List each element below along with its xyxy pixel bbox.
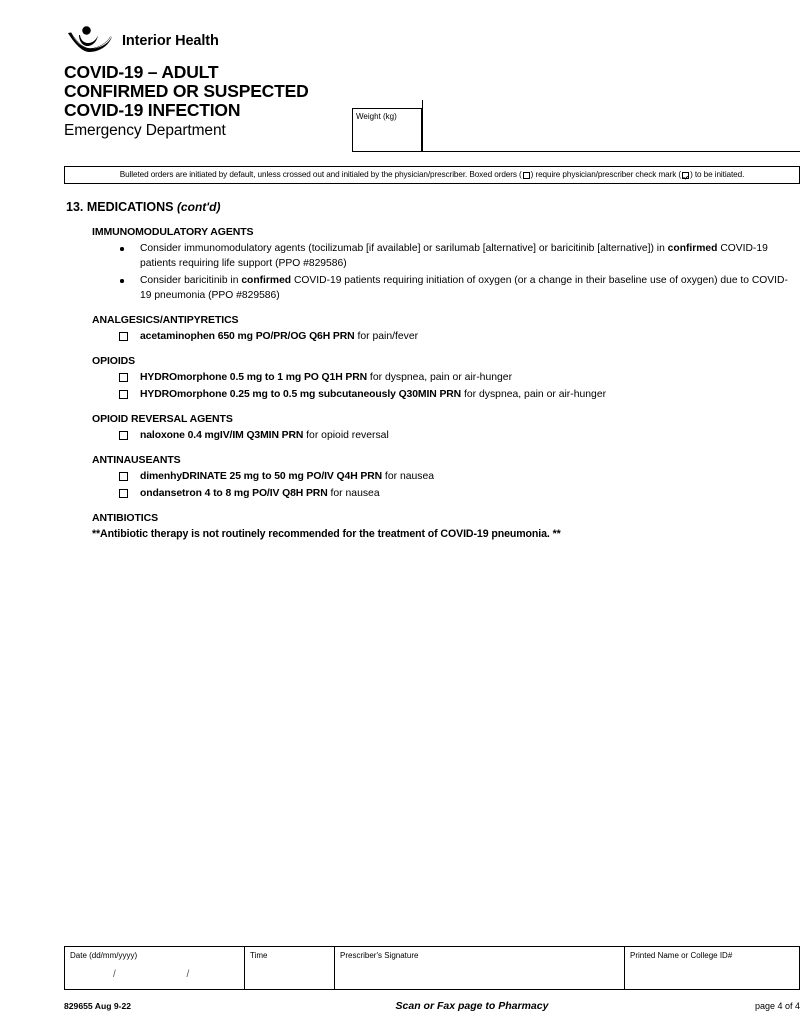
bullet-dot-icon — [120, 279, 124, 283]
instruction-part-1: Bulleted orders are initiated by default, unless crossed out and initialed by the physician/prescriber. Boxed orders ( — [119, 170, 522, 179]
medication-indication-text: for nausea — [327, 488, 380, 499]
medication-order-text: ondansetron 4 to 8 mg PO/IV Q8H PRN — [140, 488, 328, 499]
medication-group — [92, 314, 792, 344]
medication-group — [92, 226, 792, 303]
organization-branding — [64, 24, 800, 58]
bulleted-order-item — [92, 242, 792, 271]
antibiotic-advisory-note: **Antibiotic therapy is not routinely recommended for the treatment of COVID-19 pneumonia. ** — [92, 528, 561, 540]
date-field-label: Date (dd/mm/yyyy) — [70, 951, 138, 960]
form-title-line-3: COVID-19 INFECTION — [64, 100, 241, 120]
section-continued-marker: (cont'd) — [176, 200, 221, 214]
medication-group — [92, 454, 792, 501]
group-spacer — [92, 402, 792, 413]
medication-group — [92, 413, 792, 443]
medication-group-title: ANTIBIOTICS — [92, 512, 158, 524]
time-field-label: Time — [250, 951, 268, 960]
order-checkbox[interactable] — [119, 431, 128, 440]
medication-indication-text: for dyspnea, pain or air-hunger — [367, 372, 513, 383]
order-checkbox[interactable] — [119, 390, 128, 399]
order-text: Consider immunomodulatory agents (tocilizumab [if available] or sarilumab [alternative] or baricitinib [alternative]) in — [140, 243, 668, 254]
medications-content — [92, 226, 792, 541]
date-field-cell[interactable] — [65, 947, 245, 989]
date-separator-marks: / / — [113, 969, 224, 980]
pharmacy-instruction-note: Scan or Fax page to Pharmacy — [395, 1000, 549, 1012]
section-title: MEDICATIONS — [86, 200, 174, 214]
order-text: COVID-19 patients requiring life support (PPO #829586) — [140, 243, 768, 269]
checkbox-order-item[interactable] — [92, 370, 792, 385]
medication-group-title: ANALGESICS/ANTIPYRETICS — [92, 314, 239, 326]
page-footer — [64, 1000, 800, 1012]
medication-indication-text: for opioid reversal — [303, 430, 389, 441]
checkbox-order-item[interactable] — [92, 486, 792, 501]
form-number: 829655 Aug 9-22 — [64, 1001, 132, 1011]
prescriber-signature-table — [64, 946, 800, 990]
order-checkbox[interactable] — [119, 489, 128, 498]
organization-name: Interior Health — [122, 33, 219, 49]
medication-indication-text: for nausea — [382, 471, 435, 482]
form-header — [64, 24, 800, 141]
instruction-part-3: ) to be initiated. — [690, 170, 745, 179]
printed-name-cell[interactable] — [625, 947, 799, 989]
medication-group-title: OPIOID REVERSAL AGENTS — [92, 413, 233, 425]
checkbox-order-item[interactable] — [92, 428, 792, 443]
checkbox-order-item[interactable] — [92, 469, 792, 484]
form-title-line-1: COVID-19 – ADULT — [64, 62, 219, 82]
medication-group-title: ANTINAUSEANTS — [92, 454, 181, 466]
prescriber-signature-label: Prescriber's Signature — [340, 951, 419, 960]
medication-group — [92, 512, 792, 541]
medication-order-text: HYDROmorphone 0.25 mg to 0.5 mg subcutaneously Q30MIN PRN — [140, 389, 462, 400]
section-number: 13. — [66, 200, 84, 214]
order-checkbox[interactable] — [119, 373, 128, 382]
medication-order-text: acetaminophen 650 mg PO/PR/OG Q6H PRN — [140, 331, 355, 342]
instruction-part-2: ) require physician/prescriber check mark ( — [530, 170, 682, 179]
header-vertical-divider — [422, 100, 423, 152]
checked-checkbox-icon — [682, 172, 689, 179]
form-title-block — [64, 63, 800, 141]
prescriber-signature-cell[interactable] — [335, 947, 625, 989]
bullet-dot-icon — [120, 247, 124, 251]
order-instruction-text — [120, 170, 745, 180]
medication-group-title: OPIOIDS — [92, 355, 136, 367]
interior-health-swoosh-logo-icon — [64, 26, 116, 56]
medication-group — [92, 355, 792, 402]
checkbox-order-item[interactable] — [92, 387, 792, 402]
header-horizontal-rule — [422, 151, 800, 152]
time-field-cell[interactable] — [245, 947, 335, 989]
order-text: COVID-19 patients requiring initiation of oxygen (or a change in their baseline use of oxygen) due to COVID-19 pneumonia (PPO #829586) — [140, 275, 788, 301]
order-checkbox[interactable] — [119, 472, 128, 481]
printed-name-label: Printed Name or College ID# — [630, 951, 733, 960]
medication-order-text: HYDROmorphone 0.5 mg to 1 mg PO Q1H PRN — [140, 372, 368, 383]
weight-field-label: Weight (kg) — [356, 112, 397, 121]
form-title-line-2: CONFIRMED OR SUSPECTED — [64, 81, 309, 101]
checkbox-order-item[interactable] — [92, 329, 792, 344]
page-title — [66, 200, 220, 214]
medication-indication-text: for pain/fever — [354, 331, 419, 342]
medication-order-text: naloxone 0.4 mgIV/IM Q3MIN PRN — [140, 430, 304, 441]
empty-checkbox-icon — [523, 172, 530, 179]
group-spacer — [92, 501, 792, 512]
group-spacer — [92, 443, 792, 454]
page-indicator: page 4 of 4 — [754, 1001, 800, 1011]
group-spacer — [92, 344, 792, 355]
order-text: Consider baricitinib in — [140, 275, 242, 286]
order-instruction-bar — [64, 166, 800, 184]
bulleted-order-item — [92, 274, 792, 303]
order-checkbox[interactable] — [119, 332, 128, 341]
order-text-emphasis: confirmed — [667, 243, 718, 254]
form-subtitle-department: Emergency Department — [64, 122, 226, 139]
medication-order-text: dimenhyDRINATE 25 mg to 50 mg PO/IV Q4H PRN — [140, 471, 383, 482]
weight-field-box[interactable] — [352, 108, 422, 152]
medication-group-title: IMMUNOMODULATORY AGENTS — [92, 226, 254, 238]
order-text-emphasis: confirmed — [241, 275, 292, 286]
medication-indication-text: for dyspnea, pain or air-hunger — [461, 389, 607, 400]
group-spacer — [92, 303, 792, 314]
